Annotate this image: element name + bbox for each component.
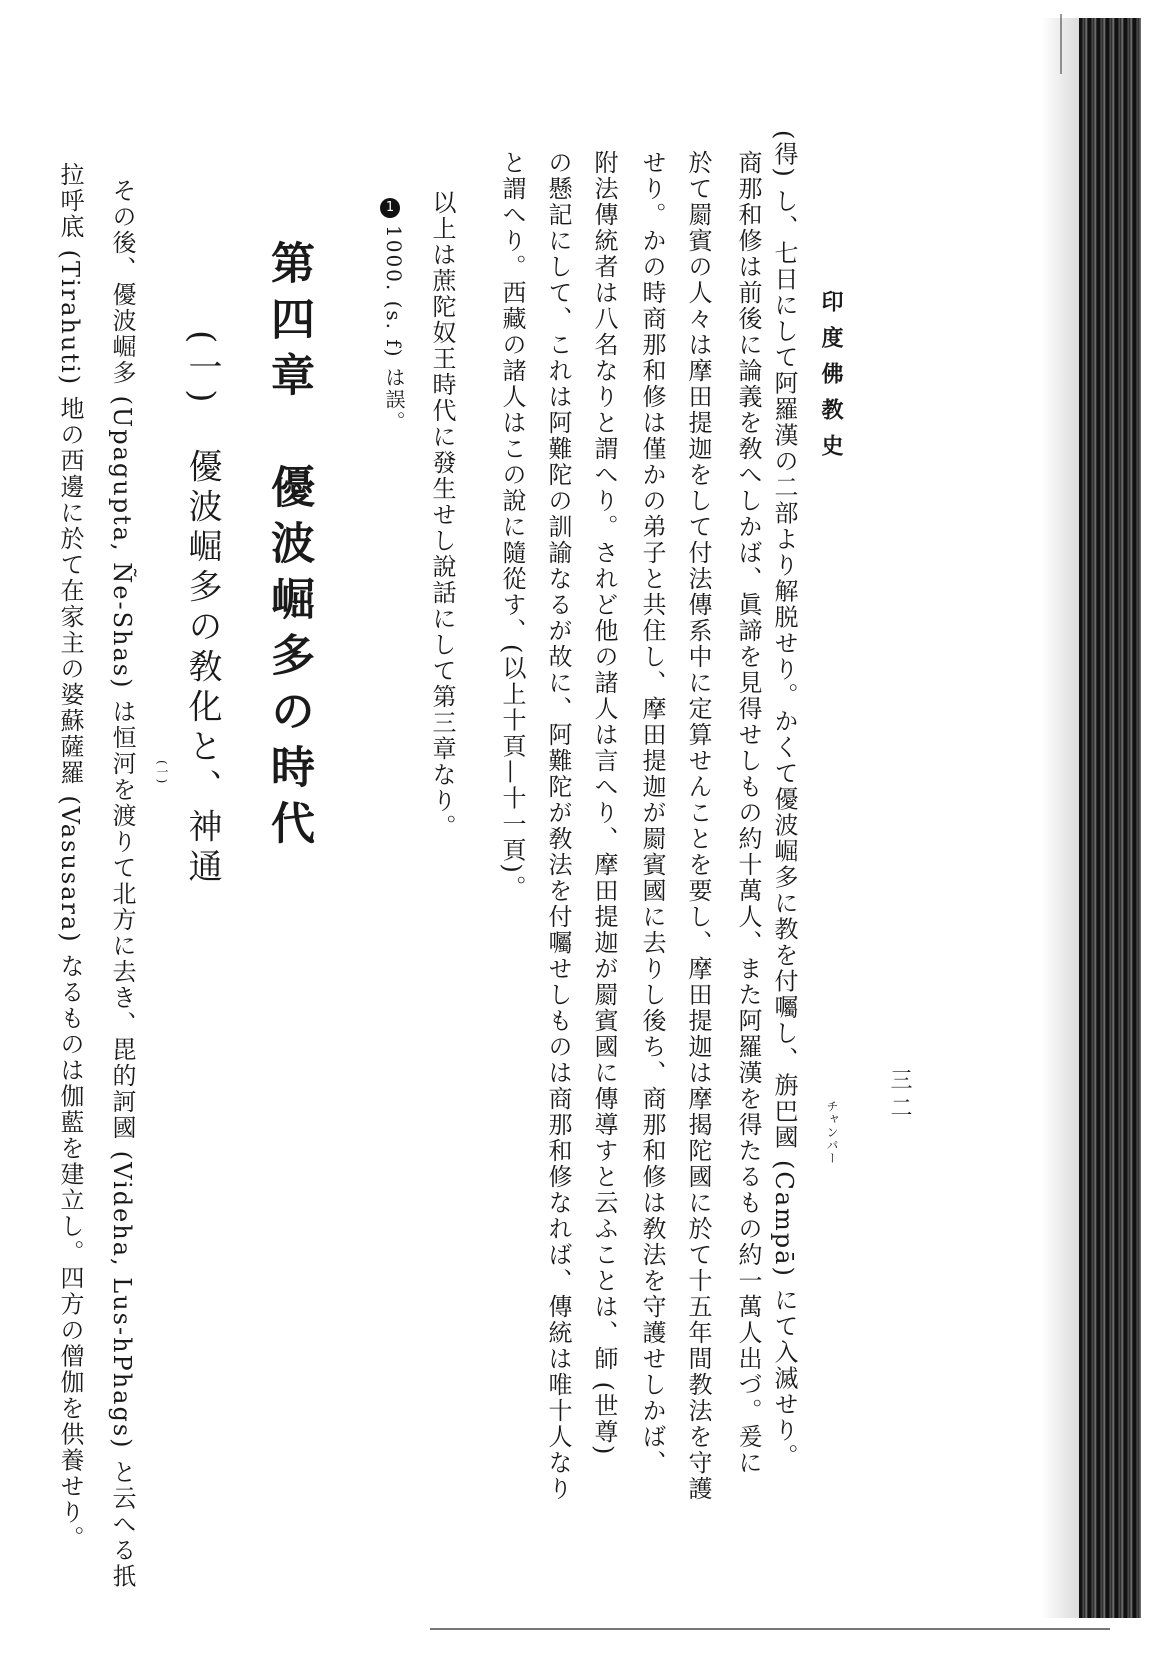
chapter-summary: 以上は蔗陀奴王時代に發生せし說話にして第三章なり。 [428,190,456,840]
page-bottom-rule [430,1628,1110,1630]
footnote-text: 1000. (s. f) は誤。 [382,225,406,433]
body-line-7: と謂へり。西藏の諸人はこの說に隨從す、(以上十頁—十一頁)。 [498,150,526,901]
running-header: 印度佛教史 [818,290,844,470]
furigana-campa: チャンパー [825,1100,839,1165]
chapter-title: 第四章 優波崛多の時代 [263,240,314,856]
footnote-marker-icon: 1 [380,198,400,218]
body-line-2: 商那和修は前後に論義を敎へしかば、眞諦を見得せしもの約十萬人、また阿羅漢を得たるもの約一萬人出づ。爰に [734,150,762,1476]
section-line-1: その後、優波崛多 (Upagupta, Ñe-Shas) は恒河を渡りて北方に去き、毘的訶國 (Videha, Lus-hPhags) と云へる扺 [108,178,136,1590]
body-line-6: の懸記にして、これは阿難陀の訓諭なるが故に、阿難陀が敎法を付囑せしものは商那和修なれば、傳統は唯十人なり [544,150,572,1502]
body-line-5: 附法傳統者は八名なりと謂へり。されど他の諸人は言へり、摩田提迦が罽賓國に傳導すと云ふことは、師 (世尊) [590,150,618,1457]
section-title: (一) 優波崛多の敎化と、神通 [182,330,222,889]
body-line-4: せり。かの時商那和修は僅かの弟子と共住し、摩田提迦が罽賓國に去りし後ち、商那和修は敎法を守護せしかば、 [638,150,666,1476]
page-number: 三二 [887,1068,912,1124]
body-line-3: 於て罽賓の人々は摩田提迦をして付法傳系中に定算せんことを要し、摩田提迦は摩揭陀國に於て十五年間教法を守護 [684,150,712,1502]
note-marker: (一) [155,760,169,785]
body-line-1: (得) し、七日にして阿羅漢の二部より解脱せり。かくて優波崛多に教を付囑し、旃巴國 (Campā) にて入滅せり。 [770,130,798,1470]
page-edge-shadow [1041,18,1081,1618]
book-page-edge [1079,18,1141,1618]
section-line-2: 拉呼底 (Tirahuti) 地の西邊に於て在家主の婆蘇薩羅 (Vasusara) なるものは伽藍を建立し。四方の僧伽を供養せり。 [56,162,84,1552]
